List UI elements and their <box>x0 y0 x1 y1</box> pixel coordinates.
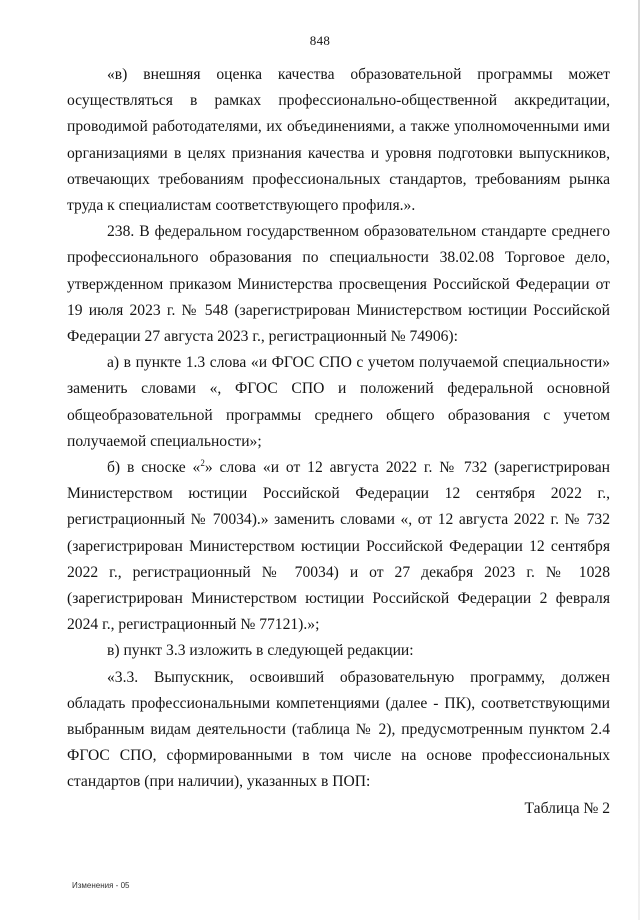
paragraph-item-b <box>67 455 610 638</box>
footnote-superscript: 2 <box>200 457 205 468</box>
item-b-text-end: » слова «и от 12 августа 2022 г. № 732 (зарегистрирован Министерством юстиции Российской Федерации 12 сентября 2022 г., регистрационный № 70034).» заменить словами «, от 12 августа 2022 г. № 732 (зарегистрирован Министерством юстиции Российской Федерации 12 сентября 2022 г., регистрационный № 70034) и от 27 декабря 2023 г. № 1028 (зарегистрирован Министерством юстиции Российской Федерации 2 февраля 2024 г., регистрационный № 77121).»; <box>67 459 610 634</box>
paragraph-item-a: а) в пункте 1.3 слова «и ФГОС СПО с учетом получаемой специальности» заменить словами «, ФГОС СПО и положений федеральной основной общеобразовательной программы среднего общего образования с учетом получаемой специальности»; <box>67 354 610 450</box>
paragraph-external-assessment: «в) внешняя оценка качества образовательной программы может осуществляться в рамках профессионально-общественной аккредитации, проводимой работодателями, их объединениями, а также уполномоченными ими организациями в целях признания качества и уровня подготовки выпускников, отвечающих требованиям профессиональных стандартов, требованиям рынка труда к специалистам соответствующего профиля.». <box>67 66 610 215</box>
footer-revision-note: Изменения - 05 <box>72 881 130 890</box>
page-number: 848 <box>309 33 331 48</box>
paragraph-238: 238. В федеральном государственном образовательном стандарте среднего профессионального образования по специальности 38.02.08 Торговое дело, утвержденном приказом Министерства просвещения Российской Федерации от 19 июля 2023 г. № 548 (зарегистрирован Министерством юстиции Российской Федерации 27 августа 2023 г., регистрационный № 74906): <box>67 223 610 346</box>
item-b-text-start: б) в сноске « <box>107 459 201 477</box>
document-body <box>67 62 610 822</box>
paragraph-clause-3-3: «3.3. Выпускник, освоивший образовательную программу, должен обладать профессиональными компетенциями (далее - ПК), соответствующими выбранным видам деятельности (таблица № 2), предусмотренным пунктом 2.4 ФГОС СПО, сформированными в том числе на основе профессиональных стандартов (при наличии), указанных в ПОП: <box>67 668 610 791</box>
table-caption: Таблица № 2 <box>524 799 610 817</box>
paragraph-item-v: в) пункт 3.3 изложить в следующей редакции: <box>107 642 414 660</box>
